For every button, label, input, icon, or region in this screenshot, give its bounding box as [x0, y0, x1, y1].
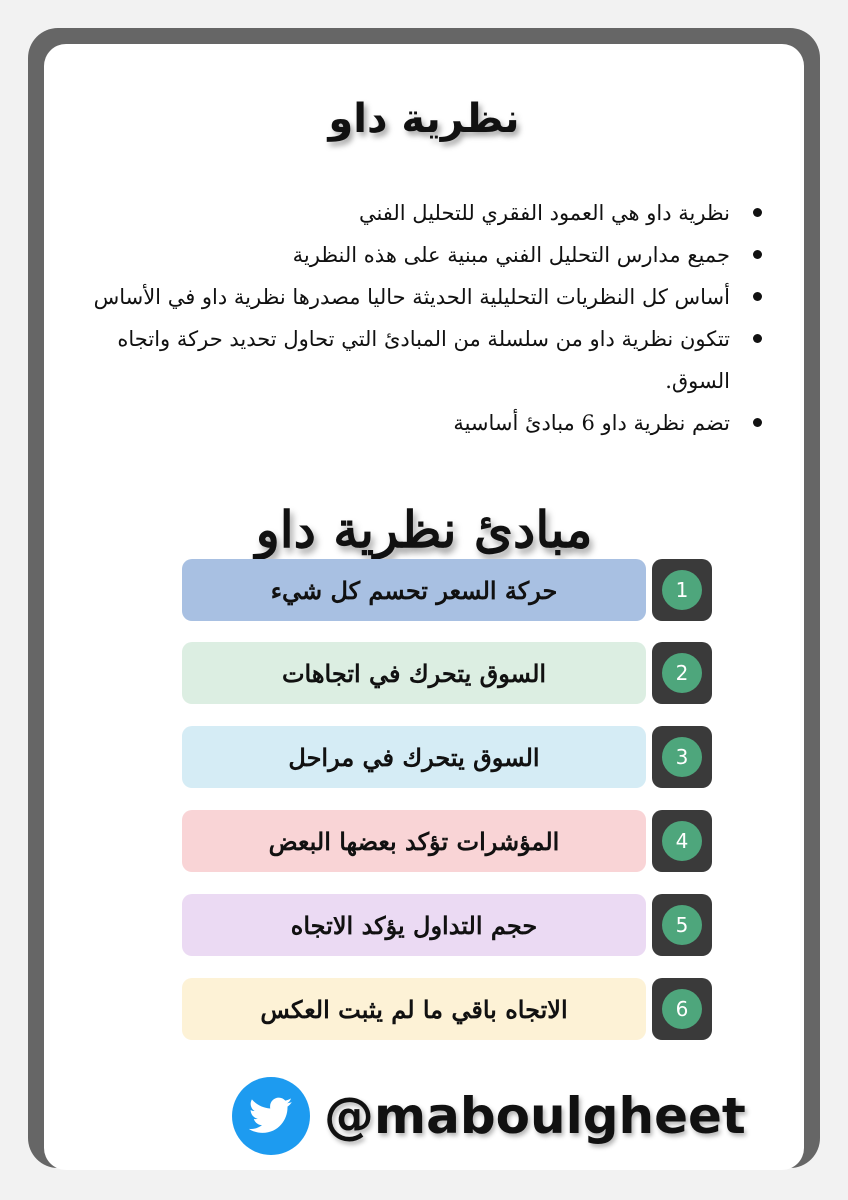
bullet-icon	[753, 334, 762, 343]
principle-row	[182, 726, 712, 788]
content-card	[44, 44, 804, 1170]
principle-number-box	[652, 642, 712, 704]
footer	[232, 1076, 746, 1156]
principle-row	[182, 894, 712, 956]
principle-text: حجم التداول يؤكد الاتجاه	[182, 894, 646, 956]
list-item: جميع مدارس التحليل الفني مبنية على هذه النظرية	[78, 234, 768, 276]
list-item: تضم نظرية داو 6 مبادئ أساسية	[78, 402, 768, 444]
principle-row	[182, 642, 712, 704]
list-item: تتكون نظرية داو من سلسلة من المبادئ التي تحاول تحديد حركة واتجاه السوق.	[78, 318, 768, 402]
principle-number: 4	[662, 821, 702, 861]
principle-number-box	[652, 978, 712, 1040]
principle-text: حركة السعر تحسم كل شيء	[182, 559, 646, 621]
principle-number-box	[652, 559, 712, 621]
principle-number-box	[652, 726, 712, 788]
list-item: أساس كل النظريات التحليلية الحديثة حاليا مصدرها نظرية داو في الأساس	[78, 276, 768, 318]
list-item: نظرية داو هي العمود الفقري للتحليل الفني	[78, 192, 768, 234]
principle-text: المؤشرات تؤكد بعضها البعض	[182, 810, 646, 872]
principle-number: 3	[662, 737, 702, 777]
twitter-handle[interactable]: @maboulgheet	[324, 1087, 746, 1145]
bullet-icon	[753, 418, 762, 427]
principle-number-box	[652, 894, 712, 956]
principle-number: 2	[662, 653, 702, 693]
principle-text: السوق يتحرك في اتجاهات	[182, 642, 646, 704]
intro-list	[78, 192, 768, 444]
principle-number-box	[652, 810, 712, 872]
principle-row	[182, 810, 712, 872]
page-title: نظرية داو	[328, 96, 520, 142]
principle-number: 5	[662, 905, 702, 945]
principle-row	[182, 559, 712, 621]
principle-number: 1	[662, 570, 702, 610]
bullet-icon	[753, 208, 762, 217]
principle-row	[182, 978, 712, 1040]
twitter-icon[interactable]	[232, 1077, 310, 1155]
bullet-icon	[753, 292, 762, 301]
principle-number: 6	[662, 989, 702, 1029]
principles-title: مبادئ نظرية داو	[255, 500, 593, 559]
principle-text: السوق يتحرك في مراحل	[182, 726, 646, 788]
principle-text: الاتجاه باقي ما لم يثبت العكس	[182, 978, 646, 1040]
bullet-icon	[753, 250, 762, 259]
